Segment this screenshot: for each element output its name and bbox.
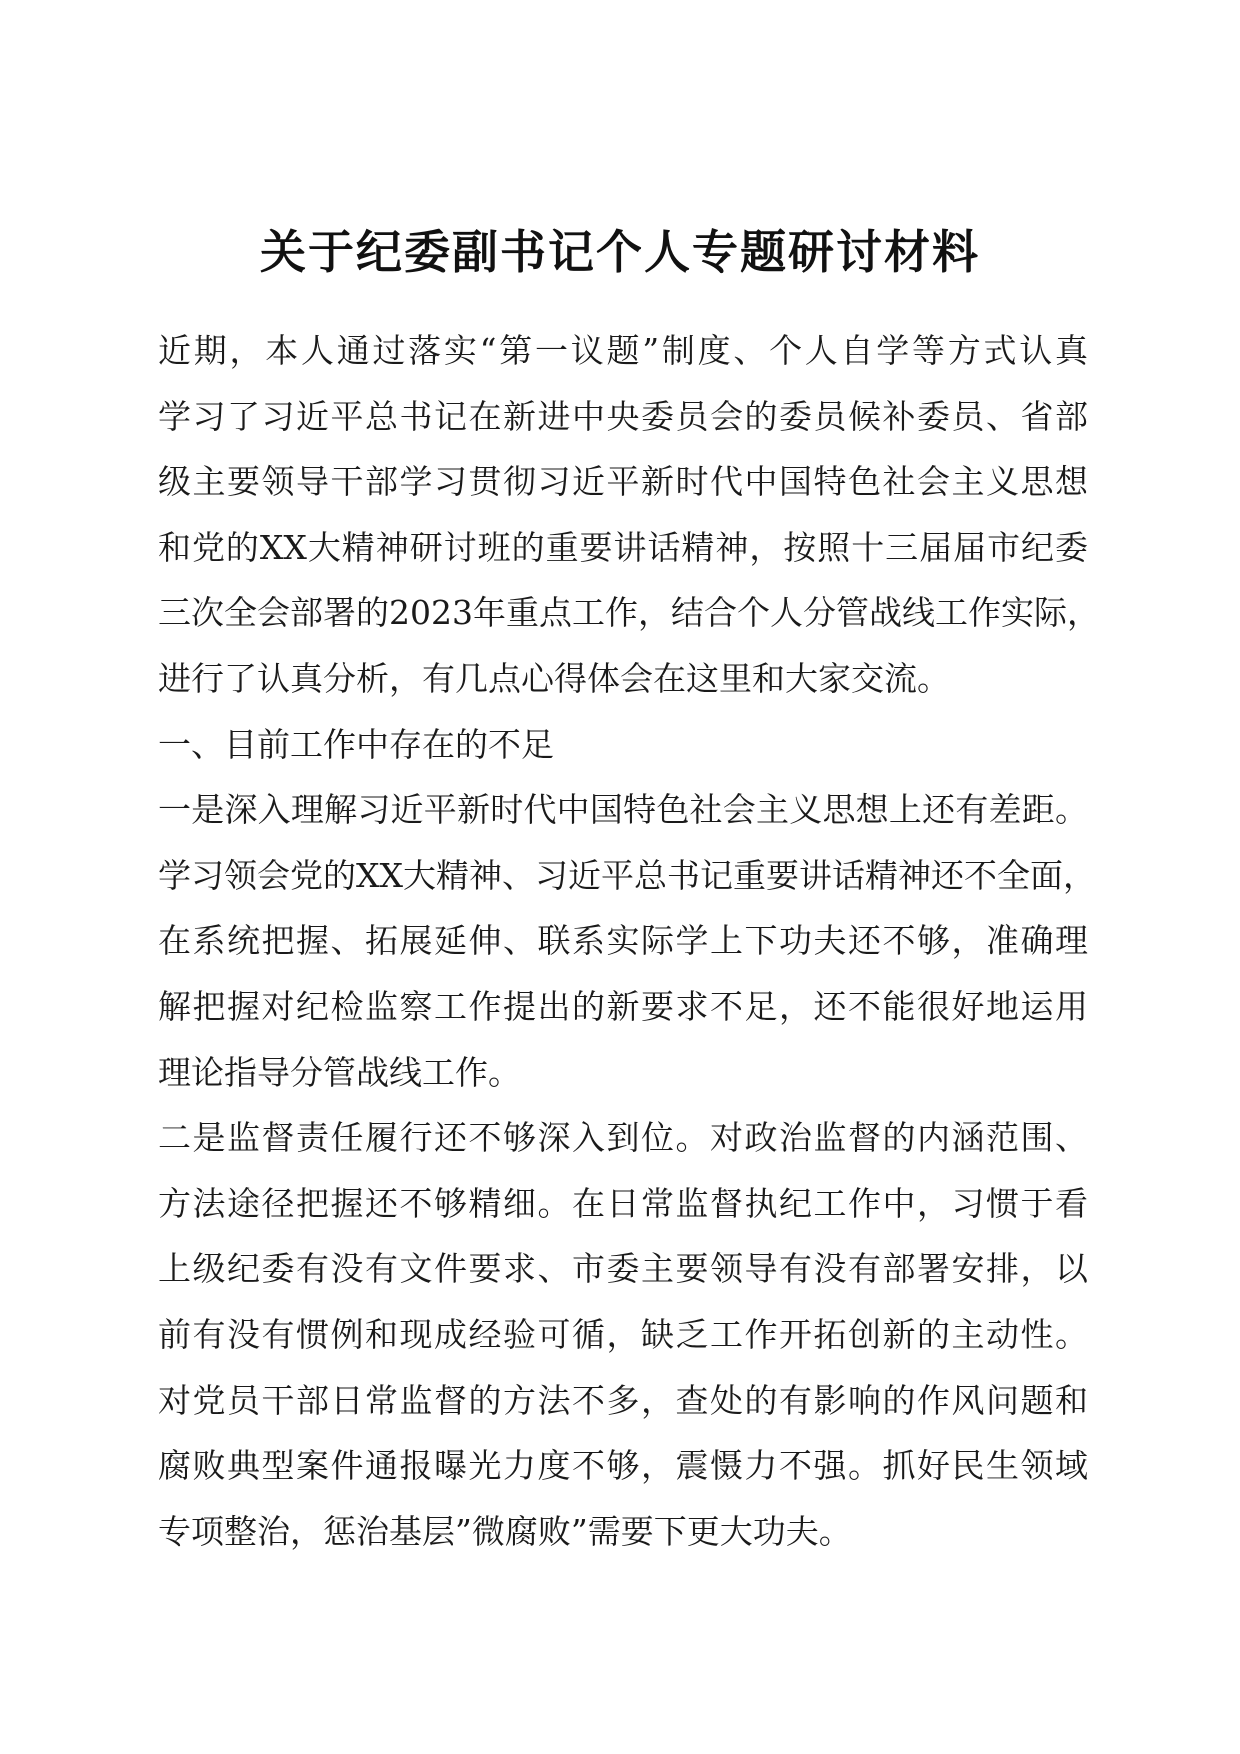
body-line: 腐败典型案件通报曝光力度不够，震慑力不强。抓好民生领域 xyxy=(158,1446,1088,1486)
body-line: 在系统把握、拓展延伸、联系实际学上下功夫还不够，准确理 xyxy=(158,921,1088,961)
body-line: 二是监督责任履行还不够深入到位。对政治监督的内涵范围、 xyxy=(158,1118,1088,1158)
body-line: 学习领会党的XX大精神、习近平总书记重要讲话精神还不全面， xyxy=(158,855,1096,895)
body-line: 解把握对纪检监察工作提出的新要求不足，还不能很好地运用 xyxy=(158,986,1088,1026)
body-line: 理论指导分管战线工作。 xyxy=(158,1052,521,1092)
body-line: 近期，本人通过落实“第一议题”制度、个人自学等方式认真 xyxy=(158,331,1088,370)
body-line: 级主要领导干部学习贯彻习近平新时代中国特色社会主义思想 xyxy=(158,462,1088,502)
document-title: 关于纪委副书记个人专题研讨材料 xyxy=(260,225,980,279)
body-line: 方法途径把握还不够精细。在日常监督执纪工作中，习惯于看 xyxy=(158,1183,1088,1223)
body-line: 对党员干部日常监督的方法不多，查处的有影响的作风问题和 xyxy=(158,1380,1088,1420)
body-line: 三次全会部署的2023年重点工作，结合个人分管战线工作实际， xyxy=(158,593,1100,633)
body-line: 一是深入理解习近平新时代中国特色社会主义思想上还有差距。 xyxy=(158,790,1088,830)
section-heading: 一、目前工作中存在的不足 xyxy=(158,724,554,764)
document-body xyxy=(158,318,1100,1564)
body-line: 进行了认真分析，有几点心得体会在这里和大家交流。 xyxy=(158,658,950,698)
body-line: 前有没有惯例和现成经验可循，缺乏工作开拓创新的主动性。 xyxy=(158,1314,1088,1354)
body-line: 专项整治，惩治基层”微腐败”需要下更大功夫。 xyxy=(158,1511,852,1551)
body-line: 学习了习近平总书记在新进中央委员会的委员候补委员、省部 xyxy=(158,396,1088,436)
body-line: 和党的XX大精神研讨班的重要讲话精神，按照十三届届市纪委 xyxy=(158,527,1088,567)
body-line: 上级纪委有没有文件要求、市委主要领导有没有部署安排，以 xyxy=(158,1249,1088,1289)
